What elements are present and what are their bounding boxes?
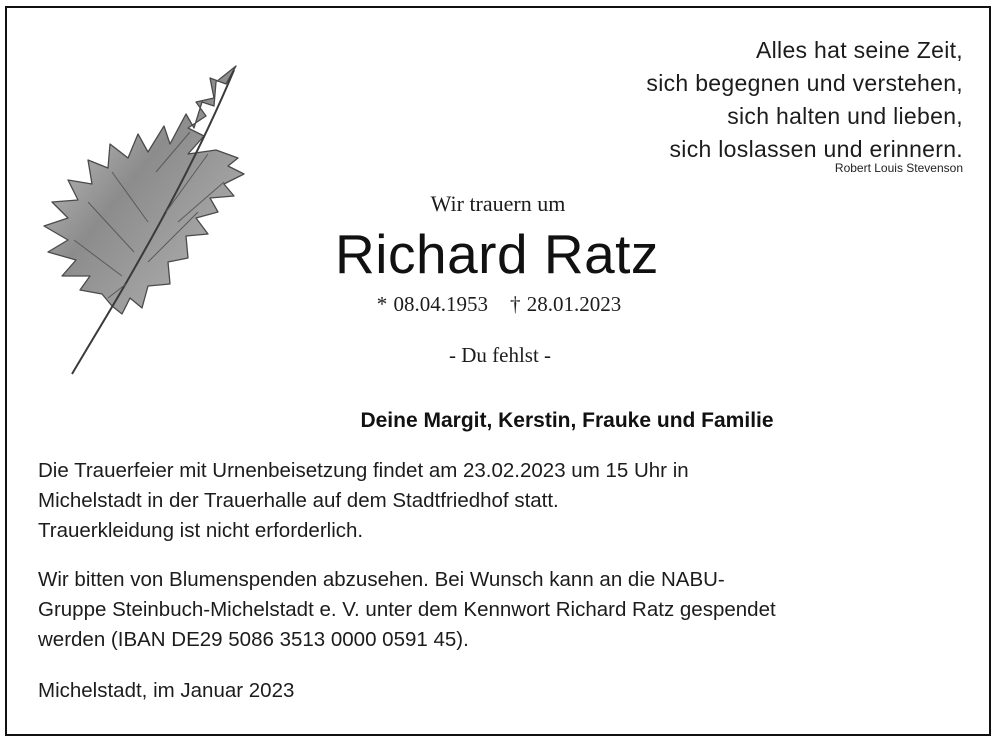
quote-author: Robert Louis Stevenson [834,161,963,175]
donation-line: Gruppe Steinbuch-Michelstadt e. V. unter dem Kennwort Richard Ratz gespendet [38,598,776,621]
motto-text: - Du fehlst - [448,343,552,367]
quote-line: sich halten und lieben, [727,103,963,129]
quote-block [646,34,963,166]
ceremony-line: Michelstadt in der Trauerhalle auf dem Stadtfriedhof statt. [38,489,559,512]
deceased-name: Richard Ratz [335,223,659,285]
donation-line: werden (IBAN DE29 5086 3513 0000 0591 45). [38,628,469,651]
death-date: † 28.01.2023 [510,292,622,316]
oak-leaf-icon [38,62,270,380]
donation-line: Wir bitten von Blumenspenden abzusehen. Bei Wunsch kann an die NABU- [38,568,725,591]
quote-line: sich loslassen und erinnern. [669,136,963,162]
family-signature: Deine Margit, Kerstin, Frauke und Familie [360,409,774,432]
ceremony-paragraph [38,456,958,546]
place-date: Michelstadt, im Januar 2023 [38,679,295,702]
intro-text: Wir trauern um [430,191,566,216]
ceremony-line: Die Trauerfeier mit Urnenbeisetzung findet am 23.02.2023 um 15 Uhr in [38,459,689,482]
birth-date: * 08.04.1953 [376,292,488,316]
donation-paragraph [38,565,958,655]
ceremony-line: Trauerkleidung ist nicht erforderlich. [38,519,364,542]
quote-line: sich begegnen und verstehen, [646,70,963,96]
life-dates [320,292,678,317]
quote-line: Alles hat seine Zeit, [755,37,963,63]
